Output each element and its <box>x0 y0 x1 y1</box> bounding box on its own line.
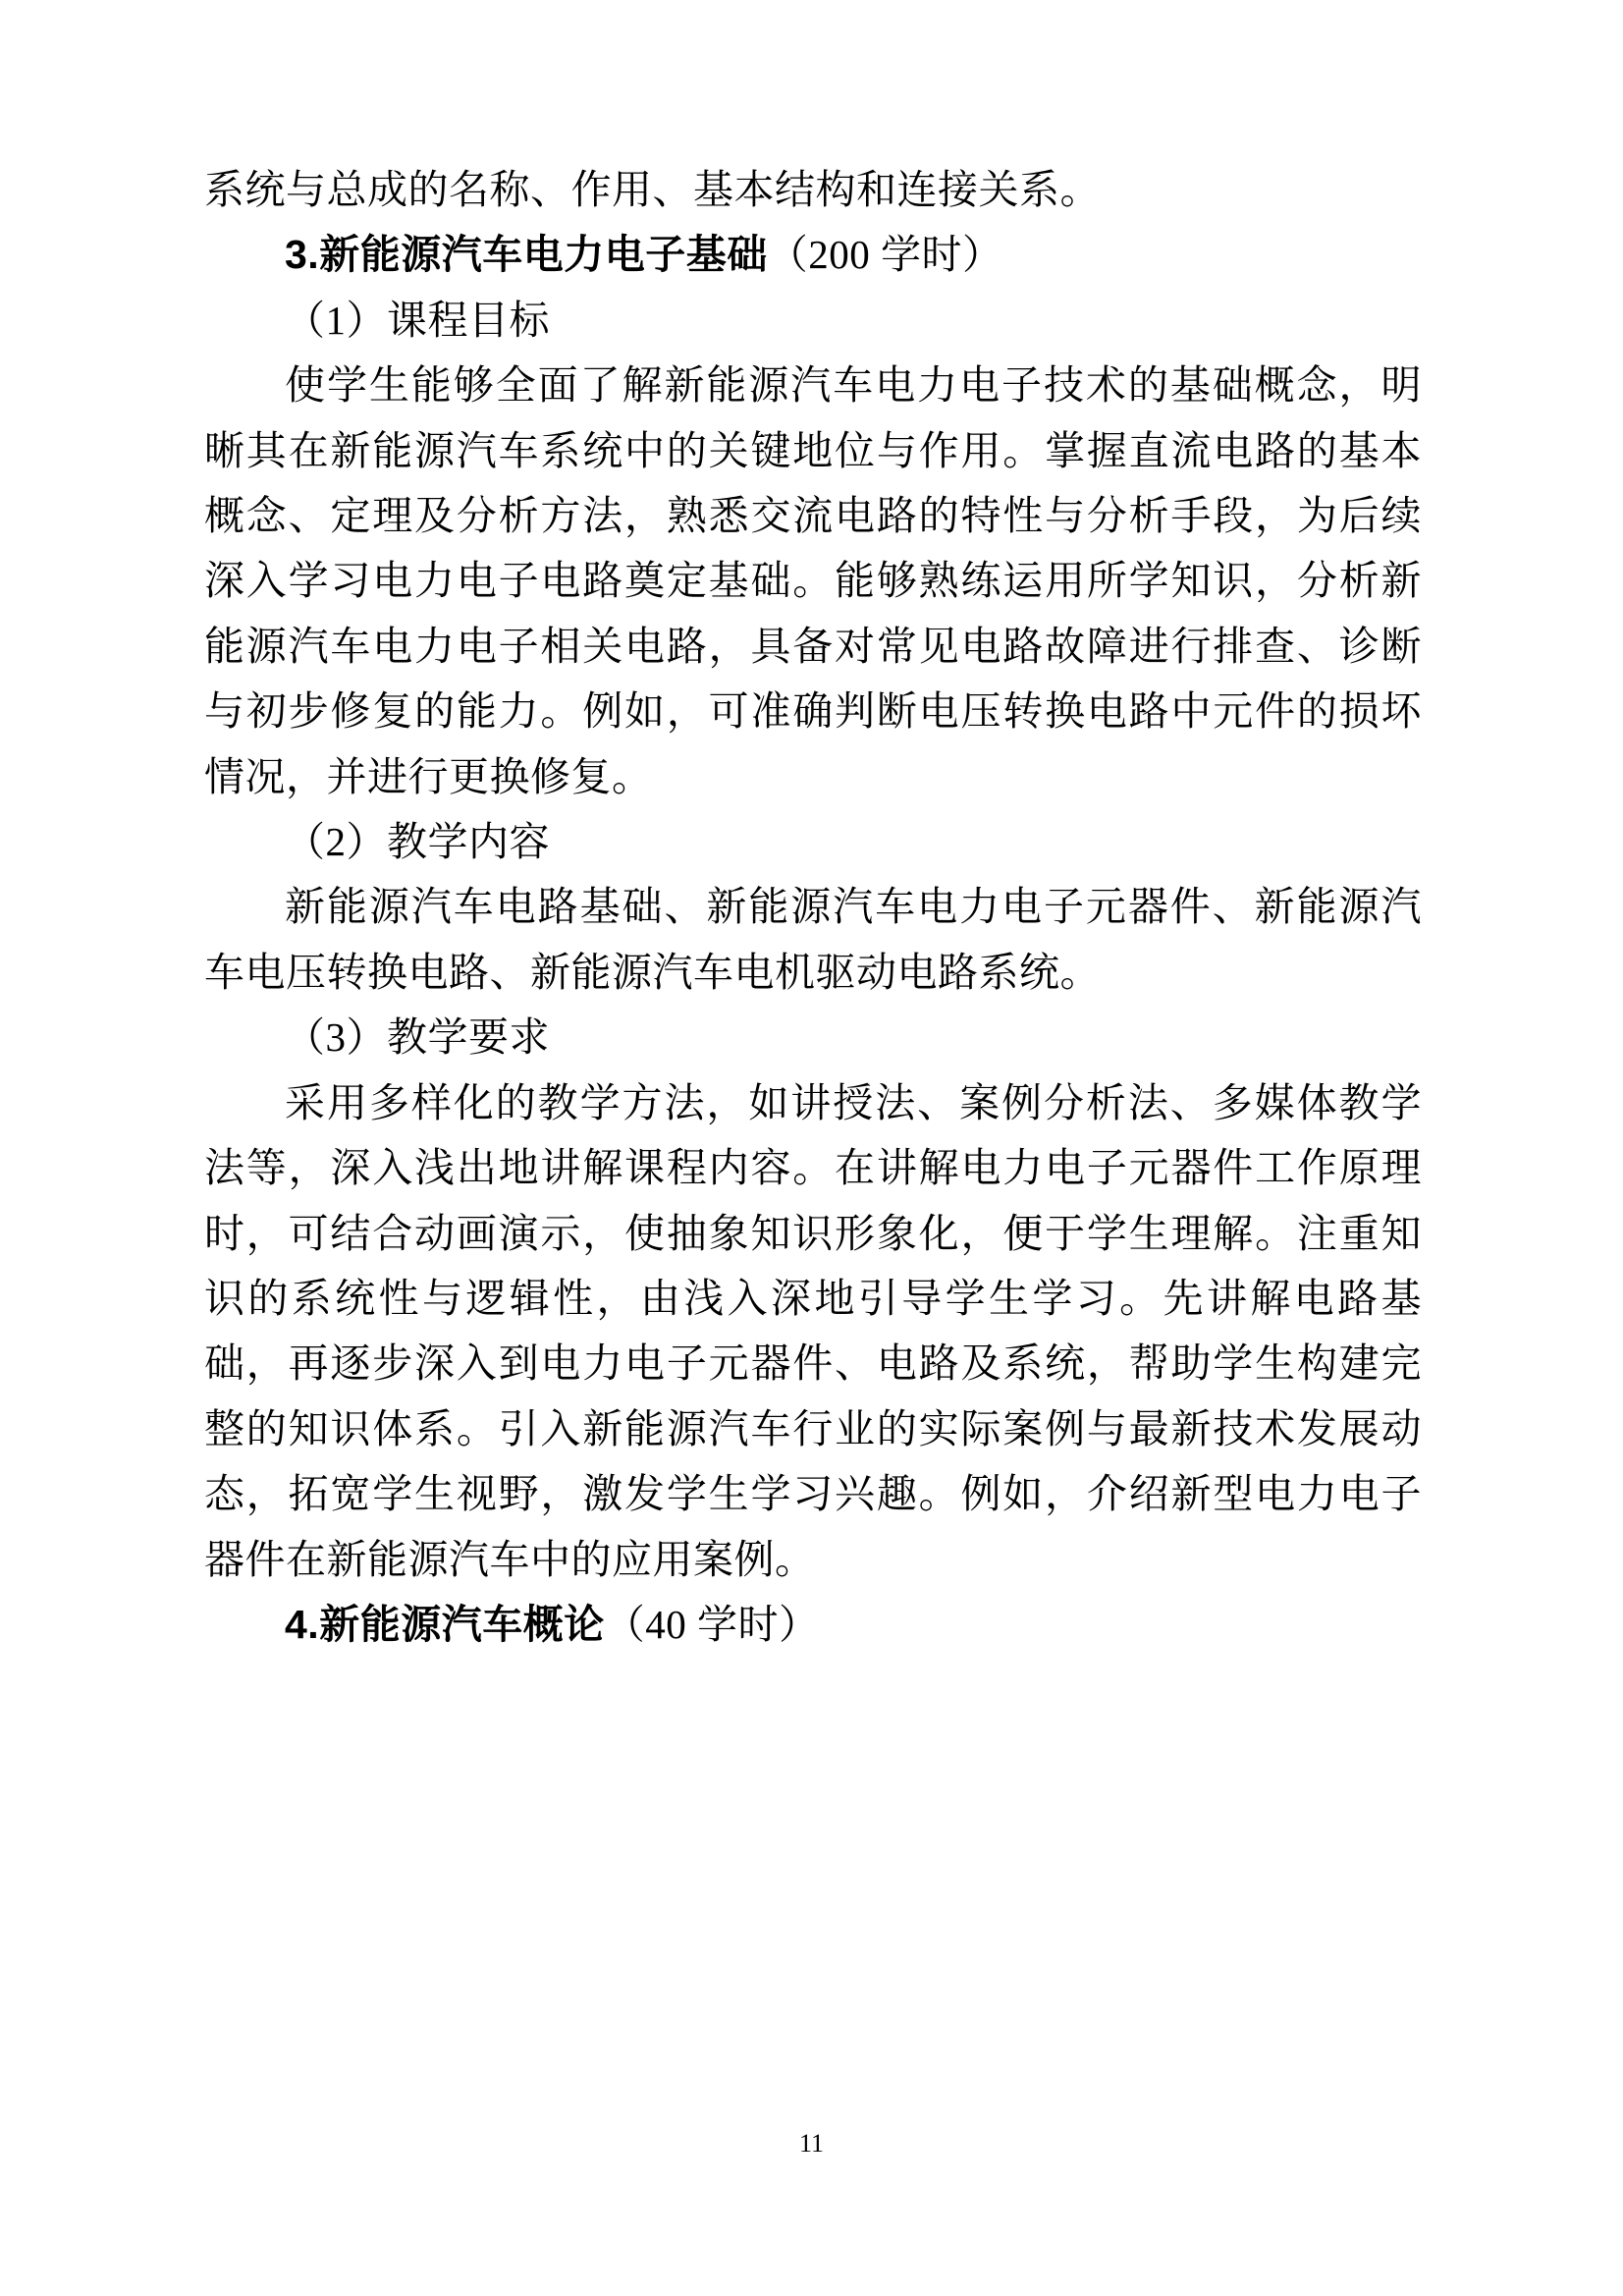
subheading-teaching-content: （2）教学内容 <box>285 819 550 865</box>
subheading-teaching-requirements: （3）教学要求 <box>285 1014 550 1061</box>
paragraph-teaching-requirements: 采用多样化的教学方法，如讲授法、案例分析法、多媒体教学法等，深入浅出地讲解课程内容。在讲解电力电子元器件工作原理时，可结合动画演示，使抽象知识形象化，便于学生理解。注重知识的系统性与逻辑性，由浅入深地引导学生学习。先讲解电路基础，再逐步深入到电力电子元器件、电路及系统，帮助学生构建完整的知识体系。引入新能源汽车行业的实际案例与最新技术发展动态，拓宽学生视野，激发学生学习兴趣。例如，介绍新型电力电子器件在新能源汽车中的应用案例。 <box>204 1079 1422 1582</box>
heading-course-4 <box>204 1592 1422 1657</box>
heading-course-3 <box>204 222 1422 287</box>
paragraph-teaching-content: 新能源汽车电路基础、新能源汽车电力电子元器件、新能源汽车电压转换电路、新能源汽车电机驱动电路系统。 <box>204 884 1422 995</box>
page-number: 11 <box>798 2129 825 2158</box>
heading-course-4-hours: （40 学时） <box>604 1601 820 1647</box>
paragraph-course-objective: 使学生能够全面了解新能源汽车电力电子技术的基础概念，明晰其在新能源汽车系统中的关键地位与作用。掌握直流电路的基本概念、定理及分析方法，熟悉交流电路的特性与分析手段，为后续深入学习电力电子电路奠定基础。能够熟练运用所学知识，分析新能源汽车电力电子相关电路，具备对常见电路故障进行排查、诊断与初步修复的能力。例如，可准确判断电压转换电路中元件的损坏情况，并进行更换修复。 <box>204 362 1422 799</box>
subheading-course-objective: （1）课程目标 <box>285 297 550 343</box>
heading-course-3-title: 3.新能源汽车电力电子基础 <box>285 232 768 278</box>
heading-course-3-hours: （200 学时） <box>767 232 1003 278</box>
document-body <box>204 157 1422 1657</box>
paragraph-continuation: 系统与总成的名称、作用、基本结构和连接关系。 <box>204 167 1101 212</box>
heading-course-4-title: 4.新能源汽车概论 <box>285 1601 605 1647</box>
